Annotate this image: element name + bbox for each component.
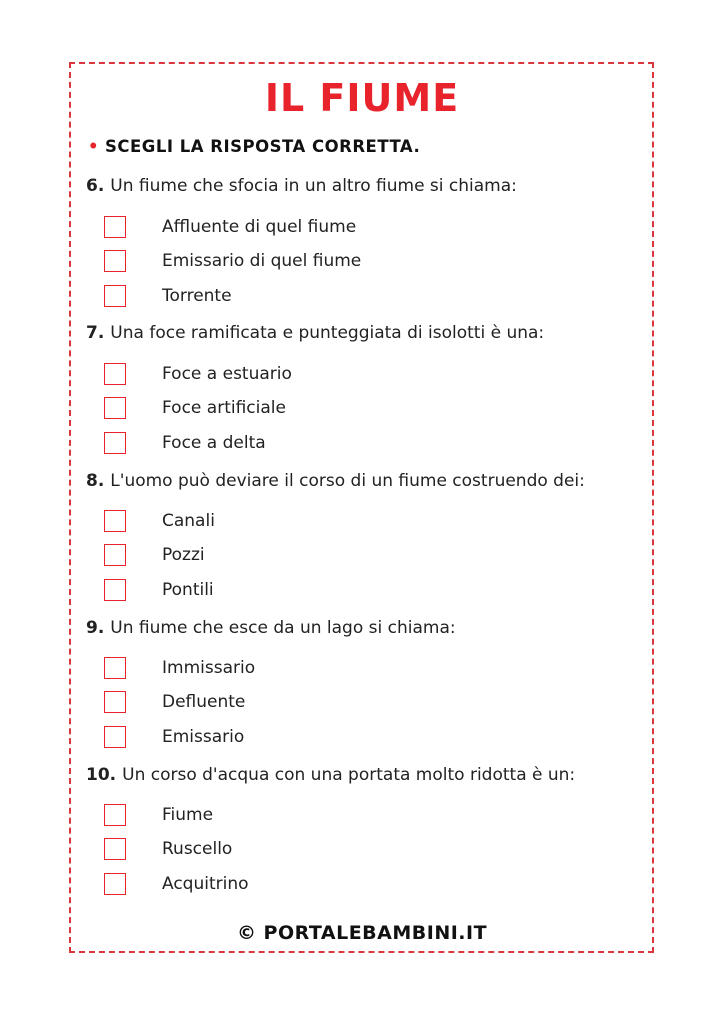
checkbox[interactable] [104, 804, 126, 826]
option-8b[interactable] [104, 543, 205, 567]
question-text: Una foce ramificata e punteggiata di isolotti è una: [110, 323, 545, 343]
option-label: Emissario di quel fiume [162, 251, 362, 271]
question-8 [86, 471, 585, 491]
footer-credit: © PORTALEBAMBINI.IT [236, 922, 488, 944]
option-7c[interactable] [104, 431, 266, 455]
checkbox[interactable] [104, 691, 126, 713]
option-9c[interactable] [104, 725, 245, 749]
option-9a[interactable] [104, 656, 256, 680]
checkbox[interactable] [104, 657, 126, 679]
checkbox[interactable] [104, 432, 126, 454]
checkbox[interactable] [104, 363, 126, 385]
checkbox[interactable] [104, 726, 126, 748]
question-10 [86, 765, 575, 785]
question-number: 9. [86, 618, 105, 638]
option-label: Torrente [162, 286, 232, 306]
bullet-icon: • [88, 137, 100, 156]
option-label: Fiume [162, 805, 214, 825]
option-label: Pontili [162, 580, 214, 600]
option-7b[interactable] [104, 396, 286, 420]
question-number: 10. [86, 765, 117, 785]
checkbox[interactable] [104, 397, 126, 419]
question-text: Un corso d'acqua con una portata molto ridotta è un: [122, 765, 576, 785]
option-10b[interactable] [104, 837, 233, 861]
option-label: Canali [162, 511, 215, 531]
option-label: Foce a estuario [162, 364, 292, 384]
option-8c[interactable] [104, 578, 214, 602]
checkbox[interactable] [104, 838, 126, 860]
option-6a[interactable] [104, 215, 357, 239]
question-text: Un fiume che sfocia in un altro fiume si chiama: [110, 176, 517, 196]
option-7a[interactable] [104, 362, 292, 386]
checkbox[interactable] [104, 216, 126, 238]
checkbox[interactable] [104, 873, 126, 895]
option-label: Foce artificiale [162, 398, 286, 418]
checkbox[interactable] [104, 250, 126, 272]
question-text: L'uomo può deviare il corso di un fiume costruendo dei: [110, 471, 585, 491]
option-8a[interactable] [104, 509, 215, 533]
page-title: IL FIUME [264, 76, 460, 120]
question-text: Un fiume che esce da un lago si chiama: [110, 618, 456, 638]
option-label: Ruscello [162, 839, 233, 859]
question-number: 6. [86, 176, 105, 196]
option-6b[interactable] [104, 249, 362, 273]
option-10c[interactable] [104, 872, 249, 896]
option-6c[interactable] [104, 284, 232, 308]
option-9b[interactable] [104, 690, 246, 714]
checkbox[interactable] [104, 285, 126, 307]
option-label: Affluente di quel fiume [162, 217, 357, 237]
instruction [88, 137, 420, 156]
question-9 [86, 618, 456, 638]
option-label: Immissario [162, 658, 256, 678]
checkbox[interactable] [104, 579, 126, 601]
question-number: 7. [86, 323, 105, 343]
option-label: Emissario [162, 727, 245, 747]
option-label: Defluente [162, 692, 246, 712]
checkbox[interactable] [104, 544, 126, 566]
option-10a[interactable] [104, 803, 214, 827]
option-label: Pozzi [162, 545, 205, 565]
question-7 [86, 323, 544, 343]
option-label: Foce a delta [162, 433, 266, 453]
instruction-text: SCEGLI LA RISPOSTA CORRETTA. [105, 137, 421, 156]
option-label: Acquitrino [162, 874, 249, 894]
question-6 [86, 176, 517, 196]
question-number: 8. [86, 471, 105, 491]
checkbox[interactable] [104, 510, 126, 532]
